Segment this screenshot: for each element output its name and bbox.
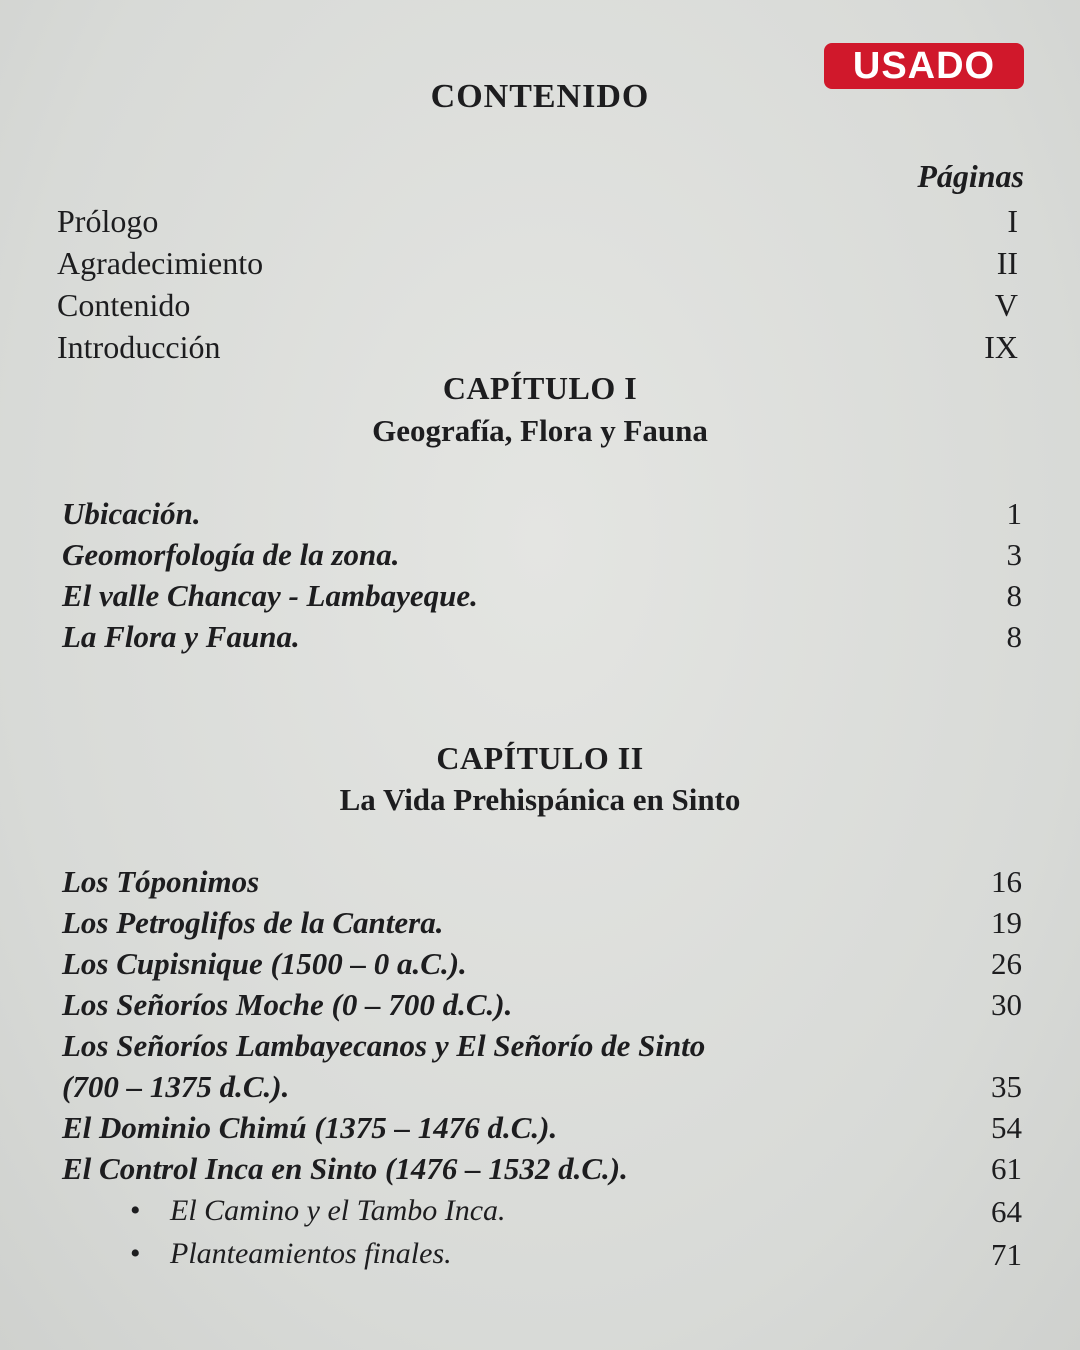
- toc-row: [0, 537, 1080, 579]
- toc-row: [0, 1069, 1080, 1111]
- toc-page: 54: [991, 1110, 1022, 1145]
- toc-label: Planteamientos finales.: [170, 1237, 452, 1270]
- toc-page: 1: [1006, 496, 1022, 531]
- toc-row: [0, 946, 1080, 988]
- toc-label: Los Cupisnique (1500 – 0 a.C.).: [62, 946, 467, 981]
- toc-row: [0, 203, 1080, 245]
- toc-row: [0, 619, 1080, 661]
- toc-page: 26: [991, 946, 1022, 981]
- toc-row: [0, 496, 1080, 538]
- toc-label: (700 – 1375 d.C.).: [62, 1069, 290, 1104]
- toc-row: [0, 245, 1080, 287]
- toc-row: [0, 1151, 1080, 1193]
- toc-page: 71: [991, 1237, 1022, 1272]
- toc-row: [0, 1028, 1080, 1070]
- toc-bullet-label: [130, 1194, 506, 1228]
- toc-bullet-row: [0, 1194, 1080, 1236]
- toc-page: 8: [1006, 619, 1022, 654]
- toc-label: El Control Inca en Sinto (1476 – 1532 d.C.).: [62, 1151, 628, 1186]
- toc-row: [0, 987, 1080, 1029]
- toc-row: [0, 578, 1080, 620]
- toc-label: Los Señoríos Lambayecanos y El Señorío de Sinto: [62, 1028, 706, 1063]
- toc-label: Geomorfología de la zona.: [62, 537, 400, 572]
- bullet-icon: •: [130, 1194, 141, 1227]
- toc-label: La Flora y Fauna.: [62, 619, 300, 654]
- chapter-2-subtitle: La Vida Prehispánica en Sinto: [339, 782, 741, 817]
- toc-label: Introducción: [57, 329, 221, 365]
- toc-page: 35: [991, 1069, 1022, 1104]
- toc-page: 64: [991, 1194, 1022, 1229]
- toc-label: Los Señoríos Moche (0 – 700 d.C.).: [62, 987, 513, 1022]
- toc-label: Ubicación.: [62, 496, 201, 531]
- toc-page: 30: [991, 987, 1022, 1022]
- toc-page: 16: [991, 864, 1022, 899]
- toc-page: 19: [991, 905, 1022, 940]
- toc-row: [0, 1110, 1080, 1152]
- toc-row: [0, 864, 1080, 906]
- toc-bullet-row: [0, 1237, 1080, 1279]
- toc-page: 61: [991, 1151, 1022, 1186]
- chapter-1-subtitle: Geografía, Flora y Fauna: [372, 413, 708, 448]
- chapter-2-heading: CAPÍTULO II: [436, 740, 644, 776]
- toc-page: II: [996, 245, 1018, 281]
- toc-label: El Camino y el Tambo Inca.: [170, 1194, 506, 1227]
- toc-label: Agradecimiento: [57, 245, 264, 281]
- toc-label: El valle Chancay - Lambayeque.: [62, 578, 478, 613]
- toc-row: [0, 329, 1080, 371]
- toc-row: [0, 905, 1080, 947]
- toc-page: V: [994, 287, 1018, 323]
- toc-page: 8: [1006, 578, 1022, 613]
- bullet-icon: •: [130, 1237, 141, 1270]
- toc-label: Contenido: [57, 287, 191, 323]
- toc-label: Los Tóponimos: [62, 864, 260, 899]
- toc-page: 3: [1006, 537, 1022, 572]
- used-badge: USADO: [824, 43, 1024, 89]
- toc-label: Los Petroglifos de la Cantera.: [62, 905, 444, 940]
- pages-column-label: Páginas: [917, 158, 1024, 194]
- toc-page: I: [1007, 203, 1018, 239]
- toc-bullet-label: [130, 1237, 452, 1271]
- page-title: CONTENIDO: [430, 78, 650, 115]
- toc-label: El Dominio Chimú (1375 – 1476 d.C.).: [62, 1110, 558, 1145]
- toc-label: Prólogo: [57, 203, 159, 239]
- toc-page: IX: [984, 329, 1018, 365]
- toc-row: [0, 287, 1080, 329]
- chapter-1-heading: CAPÍTULO I: [442, 370, 638, 406]
